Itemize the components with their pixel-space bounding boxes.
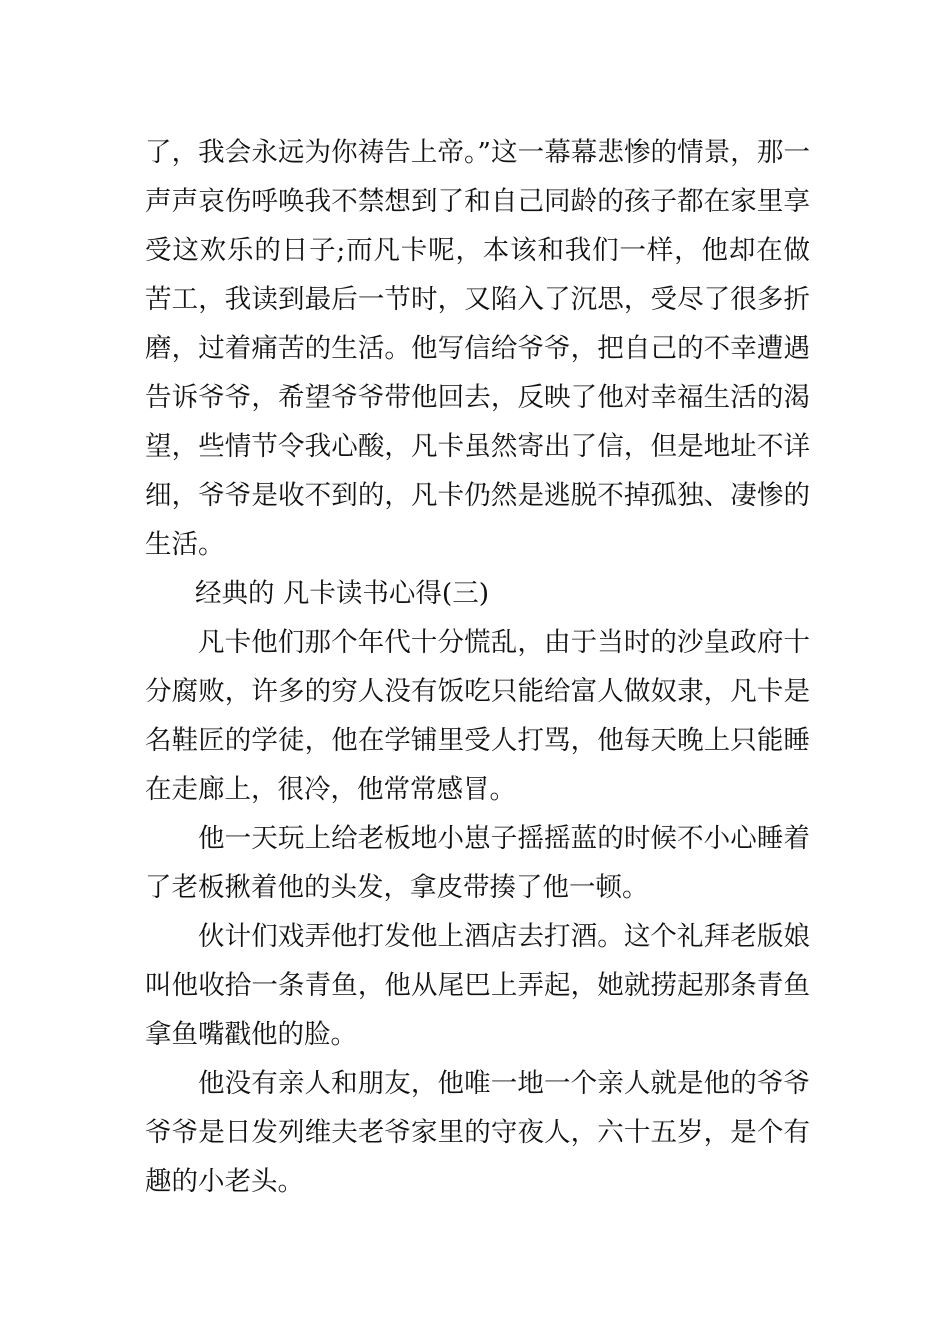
paragraph-2: 凡卡他们那个年代十分慌乱，由于当时的沙皇政府十分腐败，许多的穷人没有饭吃只能给富人做奴隶，凡卡是名鞋匠的学徒，他在学铺里受人打骂，他每天晚上只能睡在走廊上，很冷，他常常感冒。 (145, 627, 810, 805)
document-body (145, 128, 810, 1206)
paragraph-4: 伙计们戏弄他打发他上酒店去打酒。这个礼拜老版娘叫他收拾一条青鱼，他从尾巴上弄起，她就捞起那条青鱼拿鱼嘴戳他的脸。 (145, 921, 810, 1050)
paragraph-1: 了，我会永远为你祷告上帝。”这一幕幕悲惨的情景，那一声声哀伤呼唤我不禁想到了和自己同龄的孩子都在家里享受这欢乐的日子;而凡卡呢，本该和我们一样，他却在做苦工，我读到最后一节时，又陷入了沉思，受尽了很多折磨，过着痛苦的生活。他写信给爷爷，把自己的不幸遭遇告诉爷爷，希望爷爷带他回去，反映了他对幸福生活的渴望，些情节令我心酸，凡卡虽然寄出了信，但是地址不详细，爷爷是收不到的，凡卡仍然是逃脱不掉孤独、凄惨的生活。 (145, 137, 810, 560)
section-heading: 经典的 凡卡读书心得(三) (195, 578, 490, 609)
paragraph-5: 他没有亲人和朋友，他唯一地一个亲人就是他的爷爷爷爷是日发列维夫老爷家里的守夜人，六十五岁，是个有趣的小老头。 (145, 1068, 810, 1197)
paragraph-3: 他一天玩上给老板地小崽子摇摇蓝的时候不小心睡着了老板揪着他的头发，拿皮带揍了他一顿。 (145, 823, 810, 903)
